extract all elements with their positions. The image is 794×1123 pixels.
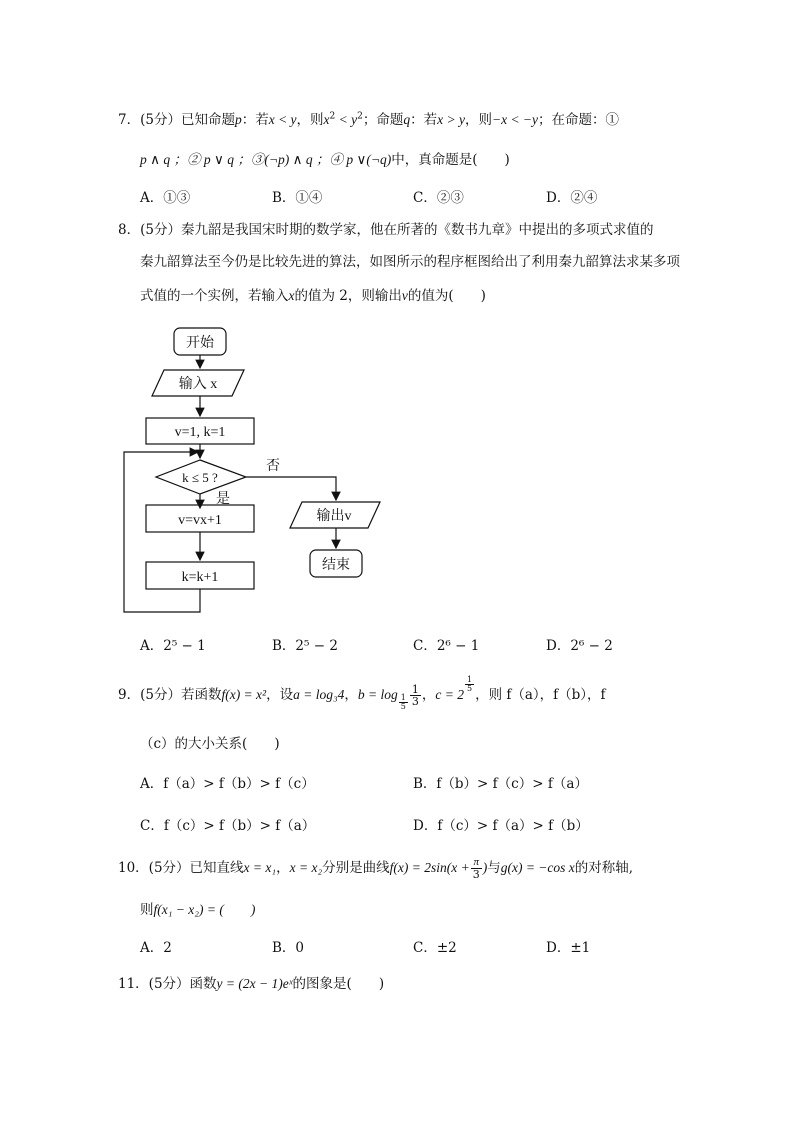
flow-no-label: 否 bbox=[266, 459, 280, 474]
q9-comma1: ， bbox=[344, 687, 358, 703]
q10-pi-frac bbox=[471, 857, 482, 880]
flow-input-label: 输入 x bbox=[178, 377, 218, 392]
q9-b-num: 1 bbox=[411, 683, 419, 696]
q11-line1 bbox=[118, 972, 384, 992]
q7-q: q bbox=[403, 112, 411, 127]
q10-l2: x = x₂ bbox=[289, 860, 323, 875]
q10-l1: x = x₁ bbox=[243, 860, 277, 875]
q8-line2: 秦九韶算法至今仍是比较先进的算法，如图所示的程序框图给出了利用秦九韶算法求某多项 bbox=[140, 254, 680, 270]
q9-b-base-den: 5 bbox=[400, 702, 406, 711]
q7-tail: ；在命题：① bbox=[538, 112, 620, 128]
q9-option-d[interactable]: D．f（c）> f（a）> f（b） bbox=[413, 818, 589, 834]
q7-line2-tail: 中，真命题是( ) bbox=[391, 152, 510, 168]
q9-set: ，设 bbox=[266, 687, 294, 703]
q7-option-d[interactable]: D．②④ bbox=[546, 190, 598, 206]
q10-line1 bbox=[118, 856, 633, 880]
q8-line3-v: v bbox=[401, 288, 408, 303]
q11-func: y = (2x − 1)eˣ bbox=[216, 976, 293, 991]
q10-three: 3 bbox=[472, 868, 480, 881]
q9-option-c[interactable]: C．f（c）> f（b）> f（a） bbox=[140, 818, 316, 834]
q7-concl1a: x bbox=[323, 112, 330, 127]
q7-props: p ∧ q ；② p ∨ q ；③(¬p) ∧ q ；④ p ∨(¬q) bbox=[140, 152, 392, 167]
q7-prefix: 7．(5分）已知命题 bbox=[118, 112, 235, 128]
q10-comma: ， bbox=[276, 860, 290, 876]
q7-colon1: ：若 bbox=[241, 112, 269, 128]
q10-line2 bbox=[140, 898, 255, 918]
q7-sup2a: 2 bbox=[329, 111, 336, 122]
q8-line3 bbox=[140, 284, 486, 304]
q7-line1 bbox=[118, 108, 619, 128]
q10-line2-b: f(x₁ − x₂) = ( ) bbox=[153, 902, 256, 917]
q9-c-exp-den: 5 bbox=[466, 684, 473, 693]
q10-f-pre: f(x) = 2sin(x + bbox=[389, 860, 470, 875]
flow-no-line bbox=[246, 477, 336, 500]
q10-option-c[interactable]: C．±2 bbox=[413, 940, 457, 956]
flow-end-label: 结束 bbox=[322, 558, 350, 573]
q10-pi: π bbox=[471, 857, 482, 869]
q9-b-frac bbox=[410, 684, 421, 707]
q10-mid: 分别是曲线 bbox=[322, 860, 390, 876]
q9-b-pre: b = log bbox=[357, 687, 398, 702]
q7-concl2: −x < −y bbox=[491, 112, 539, 127]
q9-func: f(x) = x² bbox=[221, 687, 267, 702]
q7-then1: ，则 bbox=[296, 112, 324, 128]
q10-tail: 的对称轴, bbox=[574, 860, 634, 876]
q9-c-pre: c = 2 bbox=[435, 687, 464, 702]
q9-c-exp-num: 1 bbox=[466, 675, 473, 684]
q10-and: 与 bbox=[487, 860, 501, 876]
q7-line2 bbox=[140, 148, 510, 168]
q9-prefix: 9．(5分）若函数 bbox=[118, 687, 222, 703]
q10-f-post: ) bbox=[482, 860, 488, 875]
q8-line1: 8．(5分）秦九韶是我国宋时期的数学家，他在所著的《数书九章》中提出的多项式求值的 bbox=[118, 222, 654, 238]
q10-prefix: 10．(5分）已知直线 bbox=[118, 860, 244, 876]
q8-line3-c: 的值为( ) bbox=[407, 288, 486, 304]
q9-c-exp bbox=[465, 676, 474, 693]
q8-line3-b: 的值为 2，则输出 bbox=[294, 288, 402, 304]
q9-comma2: ， bbox=[421, 687, 436, 703]
q8-option-a[interactable]: A．2⁵ − 1 bbox=[140, 638, 206, 654]
q7-option-b[interactable]: B．①④ bbox=[272, 190, 323, 206]
q7-then2: ，则 bbox=[464, 112, 492, 128]
q11-tail: 的图象是( ) bbox=[292, 976, 385, 992]
q9-a: a = log₃4 bbox=[293, 687, 345, 702]
flow-yes-label: 是 bbox=[216, 492, 230, 507]
q8-flowchart bbox=[110, 322, 400, 622]
q7-lt1: < y bbox=[335, 112, 358, 127]
q8-option-d[interactable]: D．2⁶ − 2 bbox=[546, 638, 613, 654]
flow-start-label: 开始 bbox=[186, 336, 214, 351]
q7-option-a[interactable]: A．①③ bbox=[140, 190, 191, 206]
q7-option-c[interactable]: C．②③ bbox=[413, 190, 464, 206]
flow-step1-label: v=vx+1 bbox=[178, 513, 222, 528]
q7-mid: ；命题 bbox=[362, 112, 404, 128]
q9-option-b[interactable]: B．f（b）> f（c）> f（a） bbox=[413, 776, 588, 792]
flow-step2-label: k=k+1 bbox=[181, 570, 219, 585]
q7-cond1: x < y bbox=[268, 112, 297, 127]
q9-option-a[interactable]: A．f（a）> f（b）> f（c） bbox=[140, 776, 315, 792]
flow-output-label: 输出v bbox=[316, 509, 352, 524]
q10-option-b[interactable]: B．0 bbox=[272, 940, 305, 956]
q8-line3-a: 式值的一个实例，若输入 bbox=[140, 288, 289, 304]
q7-colon2: ：若 bbox=[410, 112, 438, 128]
q11-prefix: 11．(5分）函数 bbox=[118, 976, 217, 992]
q9-tail: ，则 f（a），f（b），f bbox=[475, 687, 606, 703]
q8-option-b[interactable]: B．2⁵ − 2 bbox=[272, 638, 338, 654]
q8-option-c[interactable]: C．2⁶ − 1 bbox=[413, 638, 480, 654]
q7-cond2: x > y bbox=[437, 112, 465, 127]
flow-cond-label: k ≤ 5 ? bbox=[182, 470, 218, 485]
q7-p: p bbox=[234, 112, 242, 127]
q10-g: g(x) = −cos x bbox=[500, 860, 575, 875]
q10-option-d[interactable]: D．±1 bbox=[546, 940, 591, 956]
q9-line2: （c）的大小关系( ) bbox=[140, 736, 280, 752]
q8-line3-x: x bbox=[288, 288, 295, 303]
q7-sup2b: 2 bbox=[357, 111, 363, 122]
q9-b-den: 3 bbox=[411, 695, 419, 708]
q9-b-base-num: 1 bbox=[400, 693, 406, 702]
q10-option-a[interactable]: A．2 bbox=[140, 940, 172, 956]
flow-init-label: v=1, k=1 bbox=[174, 425, 226, 440]
q9-line1 bbox=[118, 676, 606, 711]
q10-line2-a: 则 bbox=[140, 902, 154, 918]
q9-b-base bbox=[399, 694, 408, 711]
